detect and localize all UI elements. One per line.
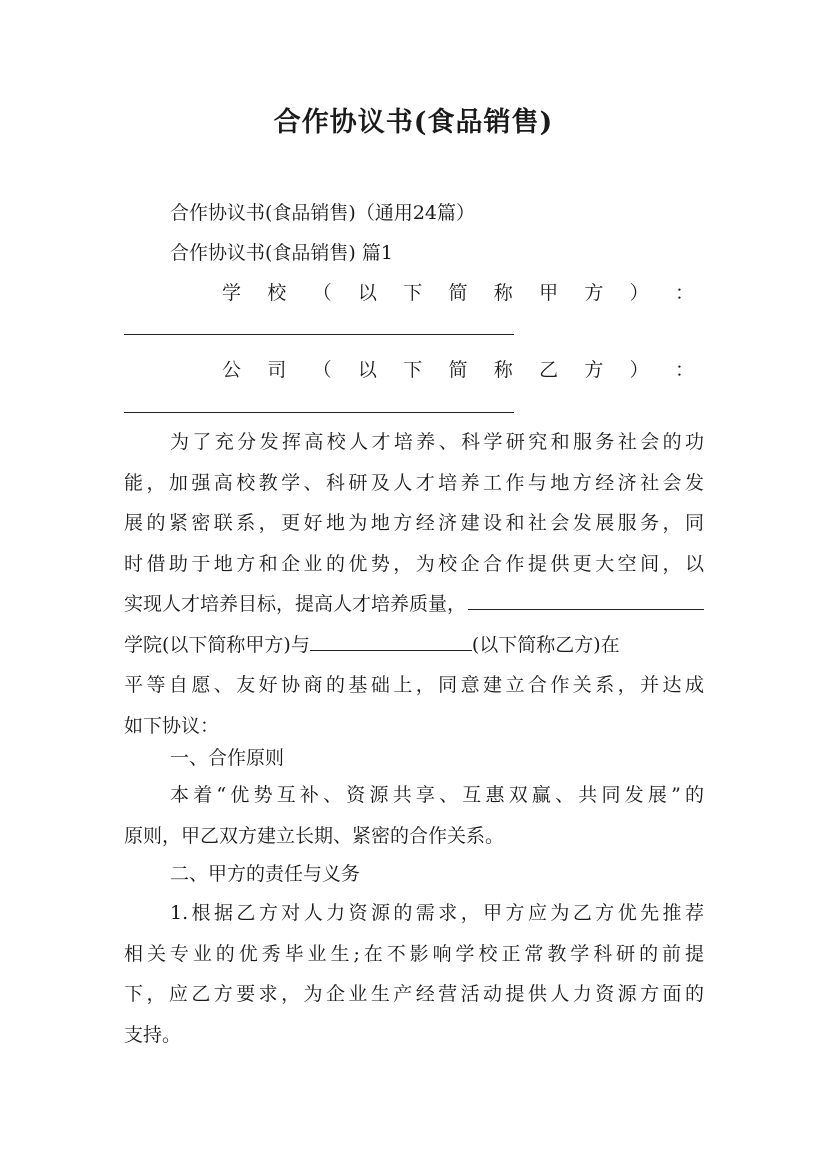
party-a-char: （ xyxy=(312,282,332,304)
principle-paragraph xyxy=(124,775,704,856)
paragraph-line: 时借助于地方和企业的优势，为校企合作提供更大空间，以 xyxy=(124,552,704,575)
paragraph-line: 为了充分发挥高校人才培养、科学研究和服务社会的功 xyxy=(170,431,704,453)
party-a-char: ） xyxy=(629,282,649,304)
party-b-char: ： xyxy=(674,359,694,381)
paragraph-line: 支持。 xyxy=(124,1023,182,1046)
party-a-blank-line xyxy=(124,334,514,335)
party-a-label xyxy=(222,278,694,305)
paragraph-line: 本着“优势互补、资源共享、互惠双赢、共同发展”的 xyxy=(170,784,704,806)
party-a-char: 方 xyxy=(584,282,604,304)
paragraph-line-text: 实现人才培养目标，提高人才培养质量， xyxy=(124,593,467,615)
paragraph-line: 如下协议： xyxy=(124,714,220,737)
party-b-char: 以 xyxy=(357,359,377,381)
paragraph-line: 下，应乙方要求，为企业生产经营活动提供人力资源方面的 xyxy=(124,983,704,1005)
party-b-label xyxy=(222,355,694,382)
party-a-char: 甲 xyxy=(539,282,559,304)
party-a-char: ： xyxy=(674,282,694,304)
document-title: 合作协议书(食品销售) xyxy=(273,107,554,138)
party-b-char: ） xyxy=(629,359,649,381)
paragraph-line xyxy=(124,584,704,625)
party-a-char: 学 xyxy=(222,282,242,304)
party-b-blank-line xyxy=(124,412,514,413)
party-a-char: 称 xyxy=(493,282,513,304)
section-heading-article-1: 合作协议书(食品销售) 篇1 xyxy=(170,242,393,264)
section-heading-party-a-duties: 二、甲方的责任与义务 xyxy=(170,863,361,885)
document-subtitle: 合作协议书(食品销售)（通用24篇） xyxy=(170,202,476,224)
party-b-char: 简 xyxy=(448,359,468,381)
paragraph-line: 展的紧密联系，更好地为地方经济建设和社会发展服务，同 xyxy=(124,512,704,534)
party-a-char: 校 xyxy=(267,282,287,304)
paragraph-line: 平等自愿、友好协商的基础上，同意建立合作关系，并达成 xyxy=(124,674,704,696)
paragraph-line xyxy=(124,625,704,666)
party-a-char: 以 xyxy=(357,282,377,304)
party-b-char: 方 xyxy=(584,359,604,381)
party-b-char: 司 xyxy=(267,359,287,381)
section-heading-cooperation-principle: 一、合作原则 xyxy=(170,747,285,769)
party-b-char: 乙 xyxy=(539,359,559,381)
blank-fill-line xyxy=(310,628,472,651)
party-b-char: （ xyxy=(312,359,332,381)
party-b-char: 公 xyxy=(222,359,242,381)
party-b-char: 下 xyxy=(403,359,423,381)
party-a-char: 简 xyxy=(448,282,468,304)
intro-paragraph xyxy=(124,422,704,746)
blank-fill-line xyxy=(468,587,704,610)
duties-paragraph xyxy=(124,893,704,1055)
paragraph-line: 原则，甲乙双方建立长期、紧密的合作关系。 xyxy=(124,824,505,847)
paragraph-line-text: (以下简称乙方)在 xyxy=(471,633,620,656)
paragraph-line-text: 学院(以下简称甲方)与 xyxy=(124,633,310,656)
party-b-char: 称 xyxy=(493,359,513,381)
paragraph-line: 相关专业的优秀毕业生;在不影响学校正常教学科研的前提 xyxy=(124,942,704,965)
paragraph-line: 1.根据乙方对人力资源的需求，甲方应为乙方优先推荐 xyxy=(170,902,704,924)
party-a-char: 下 xyxy=(403,282,423,304)
paragraph-line: 能，加强高校教学、科研及人才培养工作与地方经济社会发 xyxy=(124,471,704,494)
